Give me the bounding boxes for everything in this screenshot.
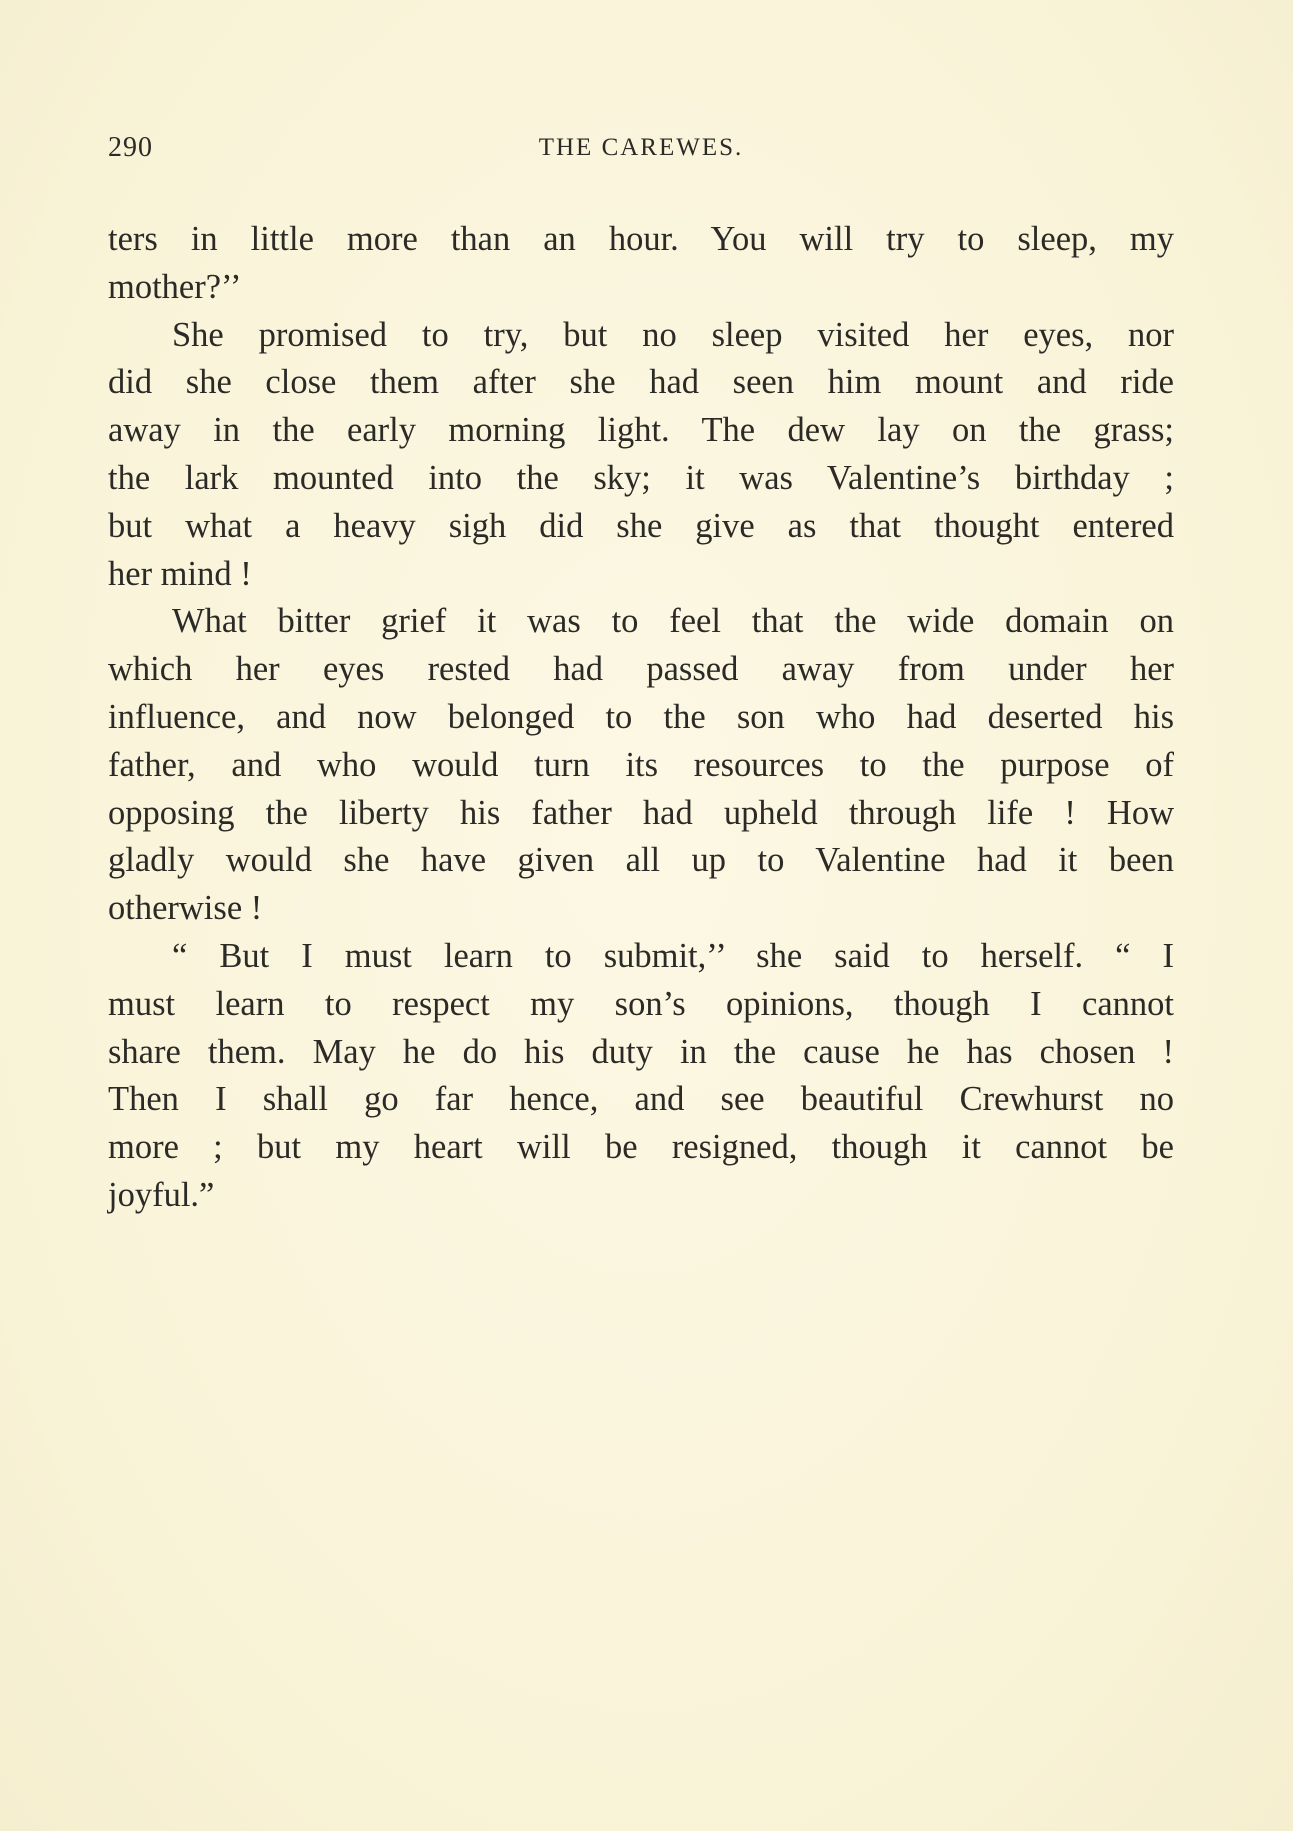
running-head <box>108 132 1174 172</box>
text-line: her mind ! <box>108 554 252 593</box>
text-line: away in the early morning light. The dew lay on the grass; <box>108 411 1174 450</box>
text-line: mother?’’ <box>108 267 242 306</box>
text-line: the lark mounted into the sky; it was Valentine’s birthday ; <box>108 458 1174 497</box>
text-line: ters in little more than an hour. You will try to sleep, my <box>108 220 1174 258</box>
body-text <box>108 216 1174 1220</box>
text-line: father, and who would turn its resources to the purpose of <box>108 745 1174 784</box>
text-line: opposing the liberty his father had upheld through life ! How <box>108 793 1174 832</box>
text-line: “ But I must learn to submit,’’ she said to herself. “ I <box>172 936 1174 975</box>
running-title: THE CAREWES. <box>538 134 744 161</box>
text-line: which her eyes rested had passed away from under her <box>108 650 1174 689</box>
text-line: What bitter grief it was to feel that the wide domain on <box>172 602 1174 641</box>
text-line: more ; but my heart will be resigned, though it cannot be <box>108 1128 1174 1167</box>
text-line: but what a heavy sigh did she give as that thought entered <box>108 506 1174 545</box>
text-line: She promised to try, but no sleep visited her eyes, nor <box>172 315 1174 354</box>
text-line: Then I shall go far hence, and see beautiful Crewhurst no <box>108 1080 1174 1119</box>
text-line: share them. May he do his duty in the cause he has chosen ! <box>108 1032 1174 1071</box>
text-line: joyful.” <box>108 1175 215 1214</box>
text-line: gladly would she have given all up to Valentine had it been <box>108 841 1174 880</box>
text-line: must learn to respect my son’s opinions, though I cannot <box>108 984 1174 1023</box>
text-line: influence, and now belonged to the son who had deserted his <box>108 697 1174 736</box>
text-line: did she close them after she had seen him mount and ride <box>108 363 1174 402</box>
page-number: 290 <box>108 132 153 163</box>
text-line: otherwise ! <box>108 889 263 928</box>
